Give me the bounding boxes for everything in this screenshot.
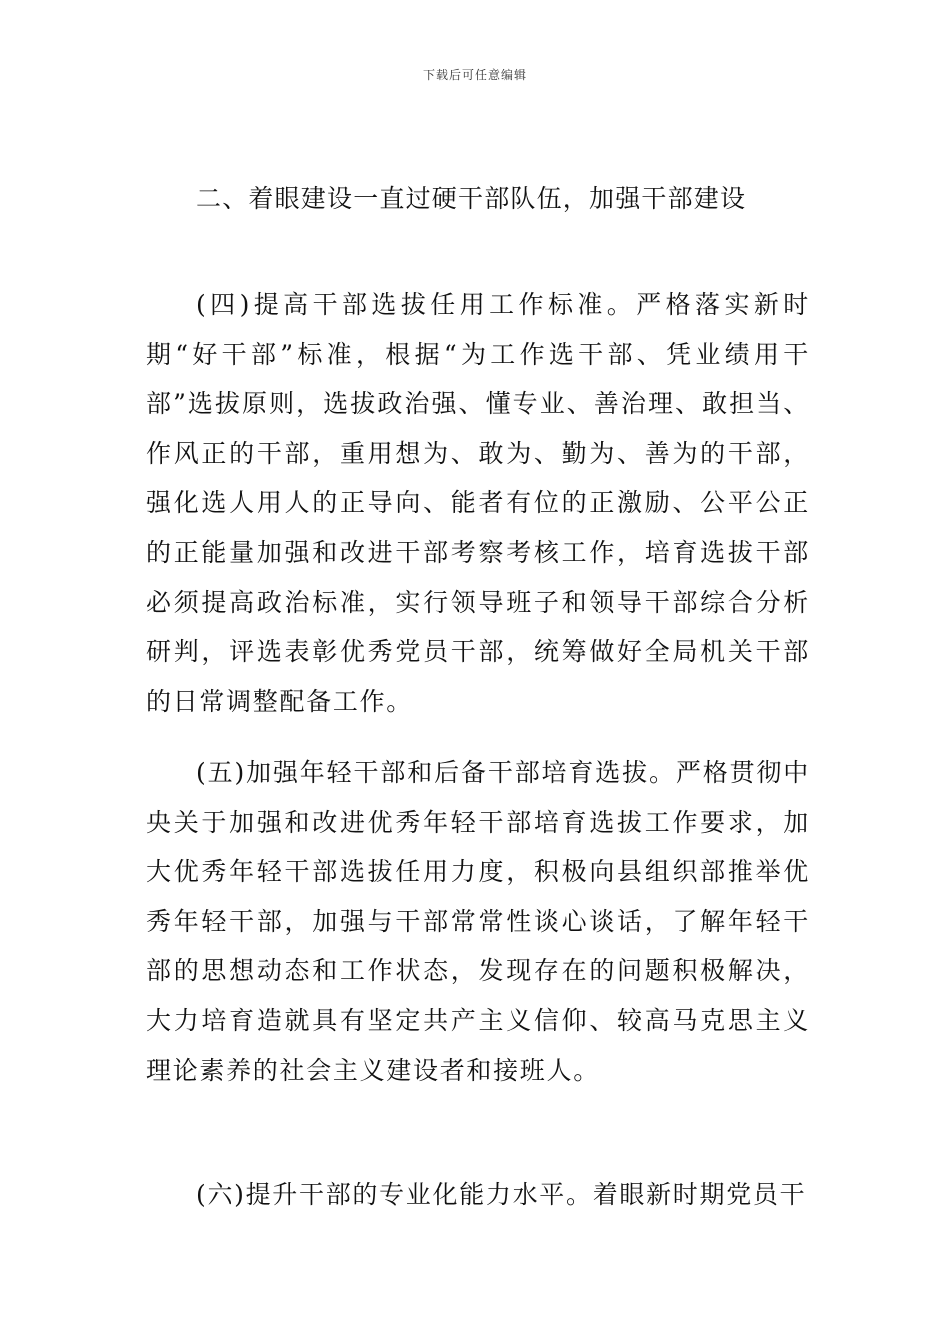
paragraph-cadre-professional-ability: (六)提升干部的专业化能力水平。着眼新时期党员干 <box>196 1180 807 1209</box>
page-header: 下载后可任意编辑 <box>422 68 527 82</box>
paragraph-young-cadre-training: (五)加强年轻干部和后备干部培育选拔。严格贯彻中央关于加强和改进优秀年轻干部培育选拔工作要求，加大优秀年轻干部选拔任用力度，积极向县组织部推举优秀年轻干部，加强与干部常常性谈心谈话，了解年轻干部的思想动态和工作状态，发现存在的问题积极解决，大力培育造就具有坚定共产主义信仰、较高马克思主义理论素养的社会主义建设者和接班人。 <box>146 758 810 1085</box>
paragraph-cadre-selection-standards: (四)提高干部选拔任用工作标准。严格落实新时期“好干部”标准，根据“为工作选干部、凭业绩用干部”选拔原则，选拔政治强、懂专业、善治理、敢担当、作风正的干部，重用想为、敢为、勤为、善为的干部，强化选人用人的正导向、能者有位的正激励、公平公正的正能量加强和改进干部考察考核工作，培育选拔干部必须提高政治标准，实行领导班子和领导干部综合分析研判，评选表彰优秀党员干部，统筹做好全局机关干部的日常调整配备工作。 <box>146 290 810 716</box>
section-heading: 二、着眼建设一直过硬干部队伍，加强干部建设 <box>196 184 747 213</box>
